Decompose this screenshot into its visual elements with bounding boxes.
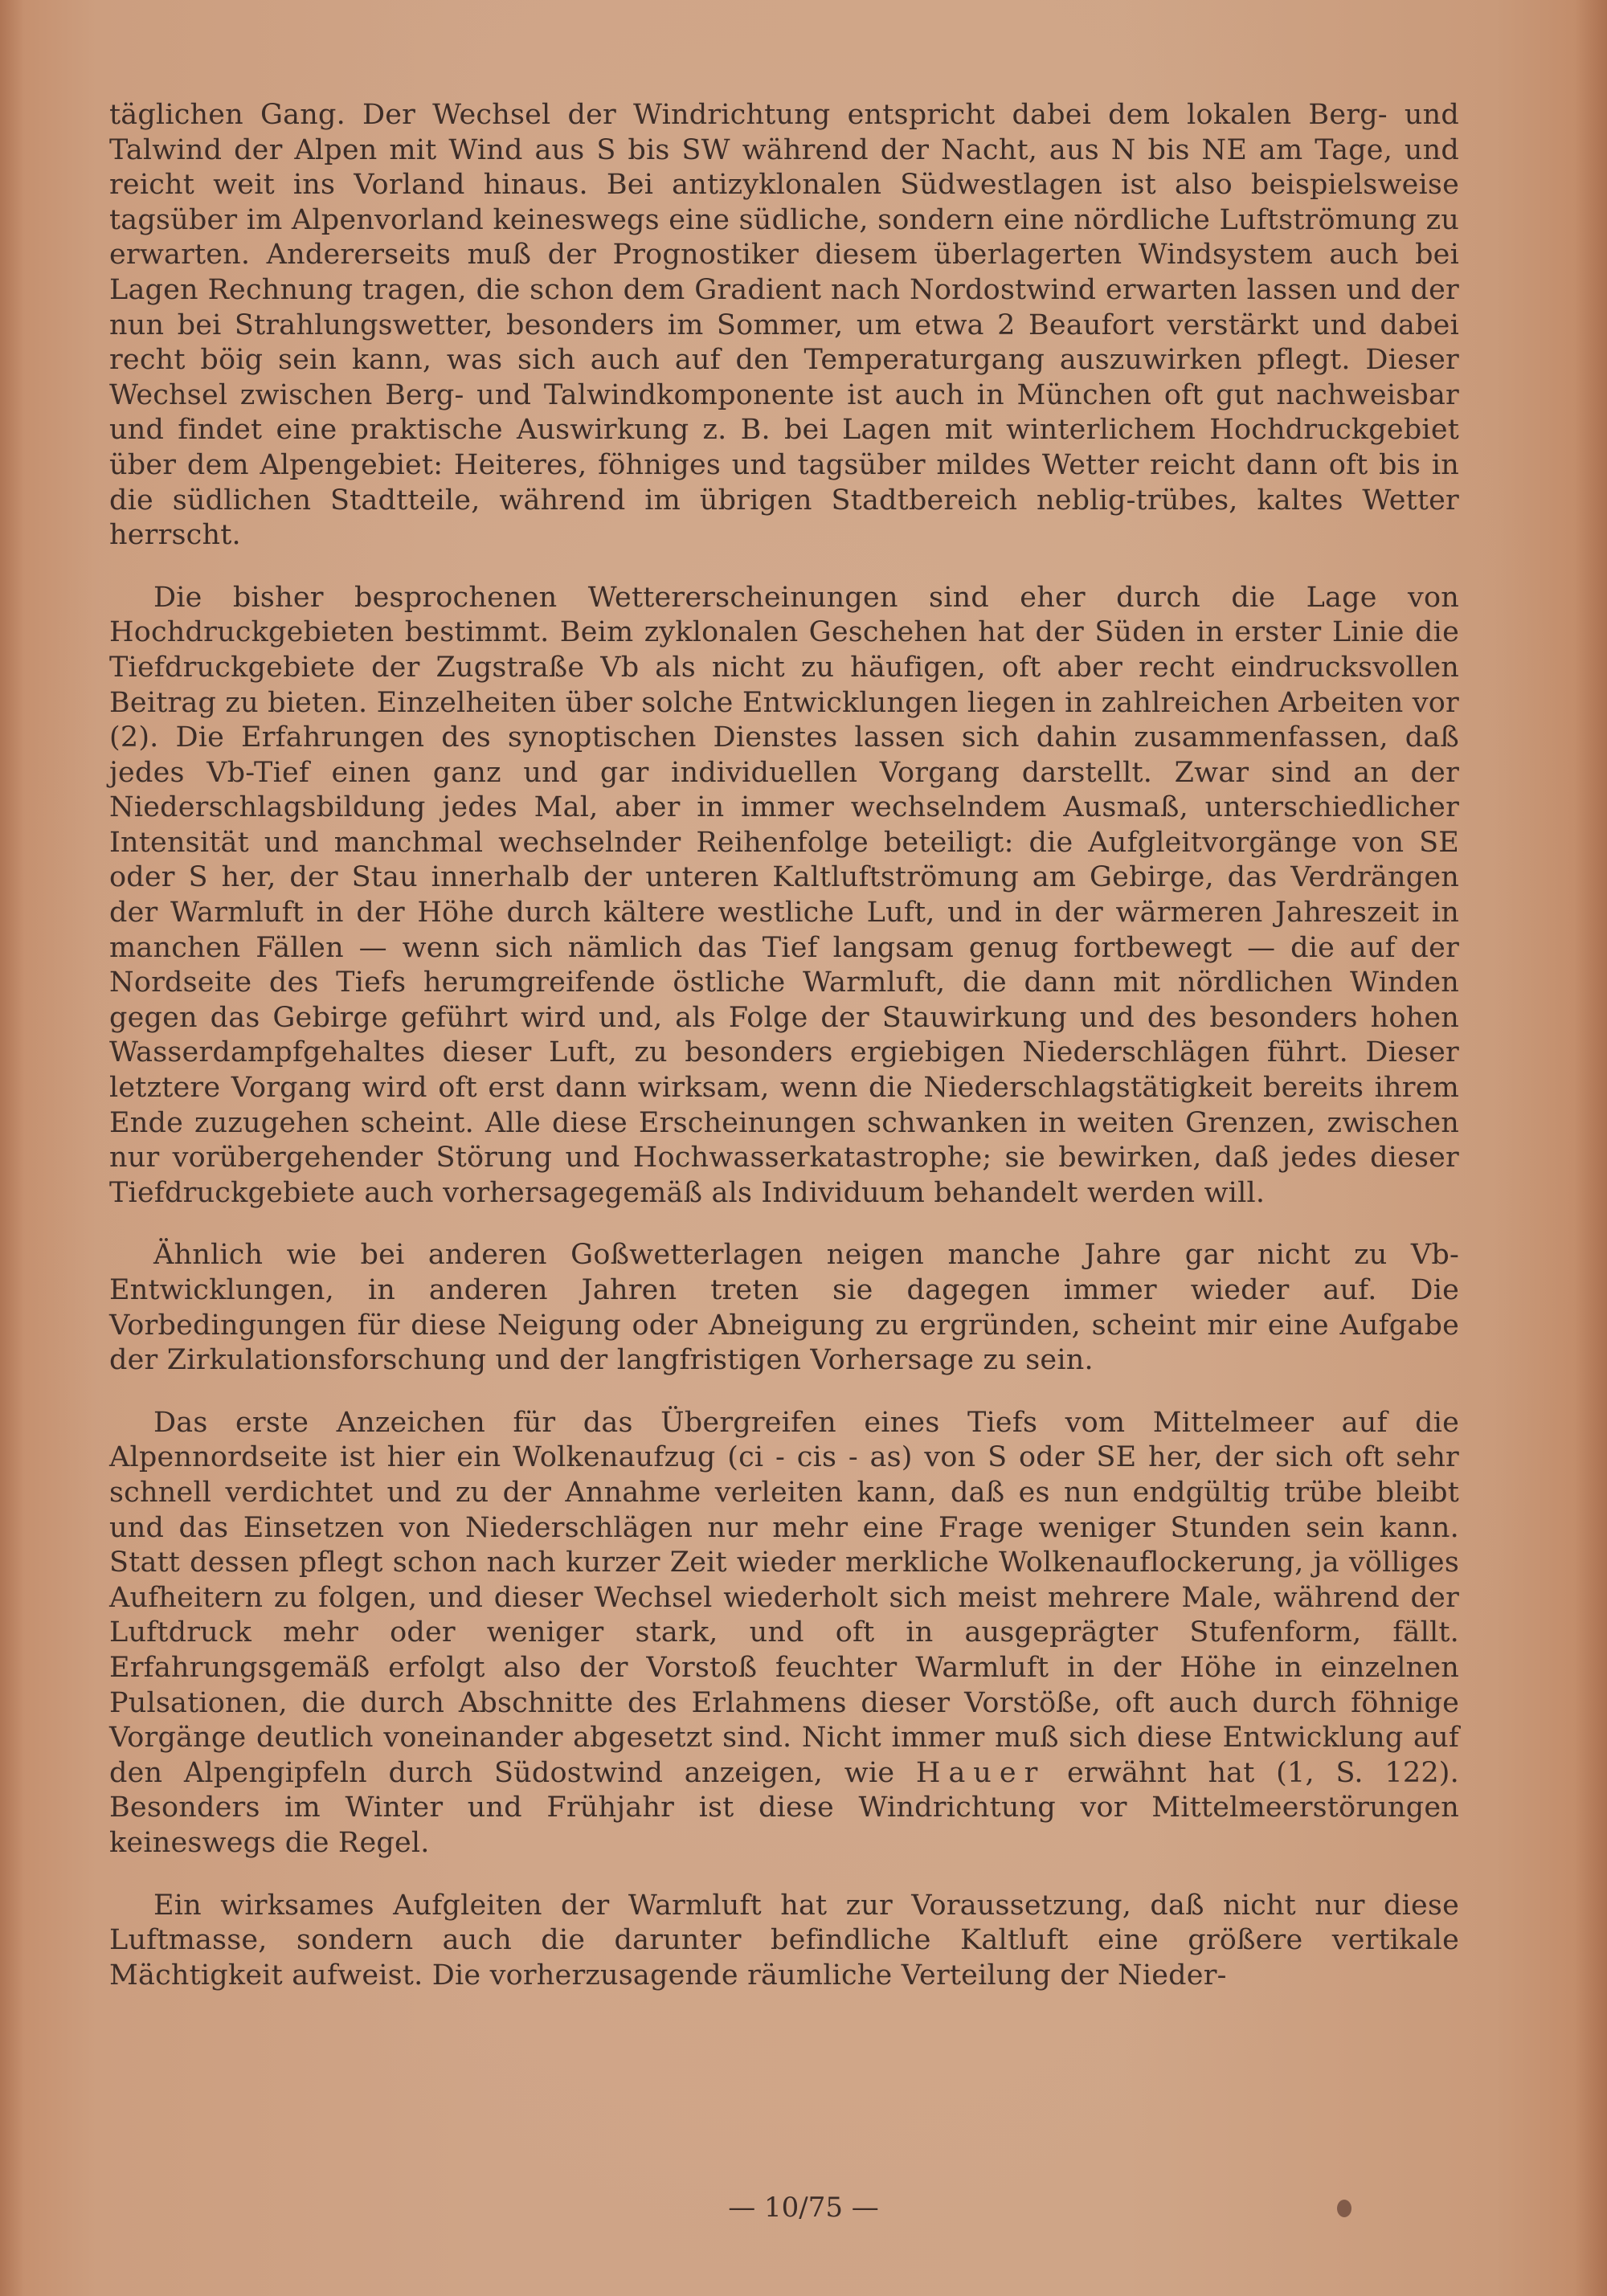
body-text <box>109 98 1459 2020</box>
paragraph-3: Ähnlich wie bei anderen Goßwetterlagen neigen manche Jahre gar nicht zu Vb-Entwicklungen, in anderen Jahren treten sie dagegen immer wieder auf. Die Vorbedingungen für diese Neigung oder Abneigung zu ergründen, scheint mir eine Aufgabe der Zirkulationsforschung und der langfristigen Vorhersage zu sein. <box>109 1239 1459 1377</box>
author-name: Hauer <box>915 1756 1046 1789</box>
paragraph-2: Die bisher besprochenen Wettererscheinungen sind eher durch die Lage von Hochdruckgebieten bestimmt. Beim zyklonalen Geschehen hat der Süden in erster Linie die Tiefdruckgebiete der Zugstraße Vb als nicht zu häufigen, oft aber recht eindrucksvollen Beitrag zu bieten. Einzelheiten über solche Entwicklungen liegen in zahlreichen Arbeiten vor (2). Die Erfahrungen des synoptischen Dienstes lassen sich dahin zusammenfassen, daß jedes Vb-Tief einen ganz und gar individuellen Vorgang darstellt. Zwar sind an der Niederschlagsbildung jedes Mal, aber in immer wechselndem Ausmaß, unterschiedlicher Intensität und manchmal wechselnder Reihenfolge beteiligt: die Aufgleitvorgänge von SE oder S her, der Stau innerhalb der unteren Kaltluftströmung am Gebirge, das Verdrängen der Warmluft in der Höhe durch kältere westliche Luft, und in der wärmeren Jahreszeit in manchen Fällen — wenn sich nämlich das Tief langsam genug fortbewegt — die auf der Nordseite des Tiefs herumgreifende östliche Warmluft, die dann mit nördlichen Winden gegen das Gebirge geführt wird und, als Folge der Stauwirkung und des besonders hohen Wasserdampfgehaltes dieser Luft, zu besonders ergiebigen Niederschlägen führt. Dieser letztere Vorgang wird oft erst dann wirksam, wenn die Niederschlagstätigkeit bereits ihrem Ende zuzugehen scheint. Alle diese Erscheinungen schwanken in weiten Grenzen, zwischen nur vorübergehender Störung und Hochwasserkatastrophe; sie bewirken, daß jedes dieser Tiefdruckgebiete auch vorhersagegemäß als Individuum behandelt werden will. <box>109 581 1459 1209</box>
paragraph-4-text-b: erwähnt hat (1, S. 122). Besonders im Winter und Frühjahr ist diese Windrichtung vor Mittelmeerstörungen keineswegs die Regel. <box>109 1756 1459 1859</box>
paper-spot <box>1337 2200 1351 2217</box>
page-edge-right <box>1575 0 1607 2296</box>
paragraph-4 <box>109 1406 1459 1861</box>
page-number: — 10/75 — <box>728 2192 879 2224</box>
paragraph-5: Ein wirksames Aufgleiten der Warmluft hat zur Voraussetzung, daß nicht nur diese Luftmasse, sondern auch die darunter befindliche Kaltluft eine größere vertikale Mächtigkeit aufweist. Die vorherzusagende räumliche Verteilung der Nieder- <box>109 1889 1459 1992</box>
paragraph-1: täglichen Gang. Der Wechsel der Windrichtung entspricht dabei dem lokalen Berg- und Talwind der Alpen mit Wind aus S bis SW während der Nacht, aus N bis NE am Tage, und reicht weit ins Vorland hinaus. Bei antizyklonalen Südwestlagen ist also beispielsweise tagsüber im Alpenvorland keineswegs eine südliche, sondern eine nördliche Luftströmung zu erwarten. Andererseits muß der Prognostiker diesem überlagerten Windsystem auch bei Lagen Rechnung tragen, die schon dem Gradient nach Nordostwind erwarten lassen und der nun bei Strahlungswetter, besonders im Sommer, um etwa 2 Beaufort verstärkt und dabei recht böig sein kann, was sich auch auf den Temperaturgang auszuwirken pflegt. Dieser Wechsel zwischen Berg- und Talwindkomponente ist auch in München oft gut nachweisbar und findet eine praktische Auswirkung z. B. bei Lagen mit winterlichem Hochdruckgebiet über dem Alpengebiet: Heiteres, föhniges und tagsüber mildes Wetter reicht dann oft bis in die südlichen Stadtteile, während im übrigen Stadtbereich neblig-trübes, kaltes Wetter herrscht. <box>109 99 1459 552</box>
paragraph-4-text-a: Das erste Anzeichen für das Übergreifen eines Tiefs vom Mittelmeer auf die Alpennordseite ist hier ein Wolkenaufzug (ci - cis - as) von S oder SE her, der sich oft sehr schnell verdichtet und zu der Annahme verleiten kann, daß es nun endgültig trübe bleibt und das Einsetzen von Niederschlägen nur mehr eine Frage weniger Stunden sein kann. Statt dessen pflegt schon nach kurzer Zeit wieder merkliche Wolkenauflockerung, ja völliges Aufheitern zu folgen, und dieser Wechsel wiederholt sich meist mehrere Male, während der Luftdruck mehr oder weniger stark, und oft in ausgeprägter Stufenform, fällt. Erfahrungsgemäß erfolgt also der Vorstoß feuchter Warmluft in der Höhe in einzelnen Pulsationen, die durch Abschnitte des Erlahmens dieser Vorstöße, oft auch durch föhnige Vorgänge deutlich voneinander abgesetzt sind. Nicht immer muß sich diese Entwicklung auf den Alpengipfeln durch Südostwind anzeigen, wie <box>109 1406 1459 1789</box>
page-edge-left <box>0 0 24 2296</box>
